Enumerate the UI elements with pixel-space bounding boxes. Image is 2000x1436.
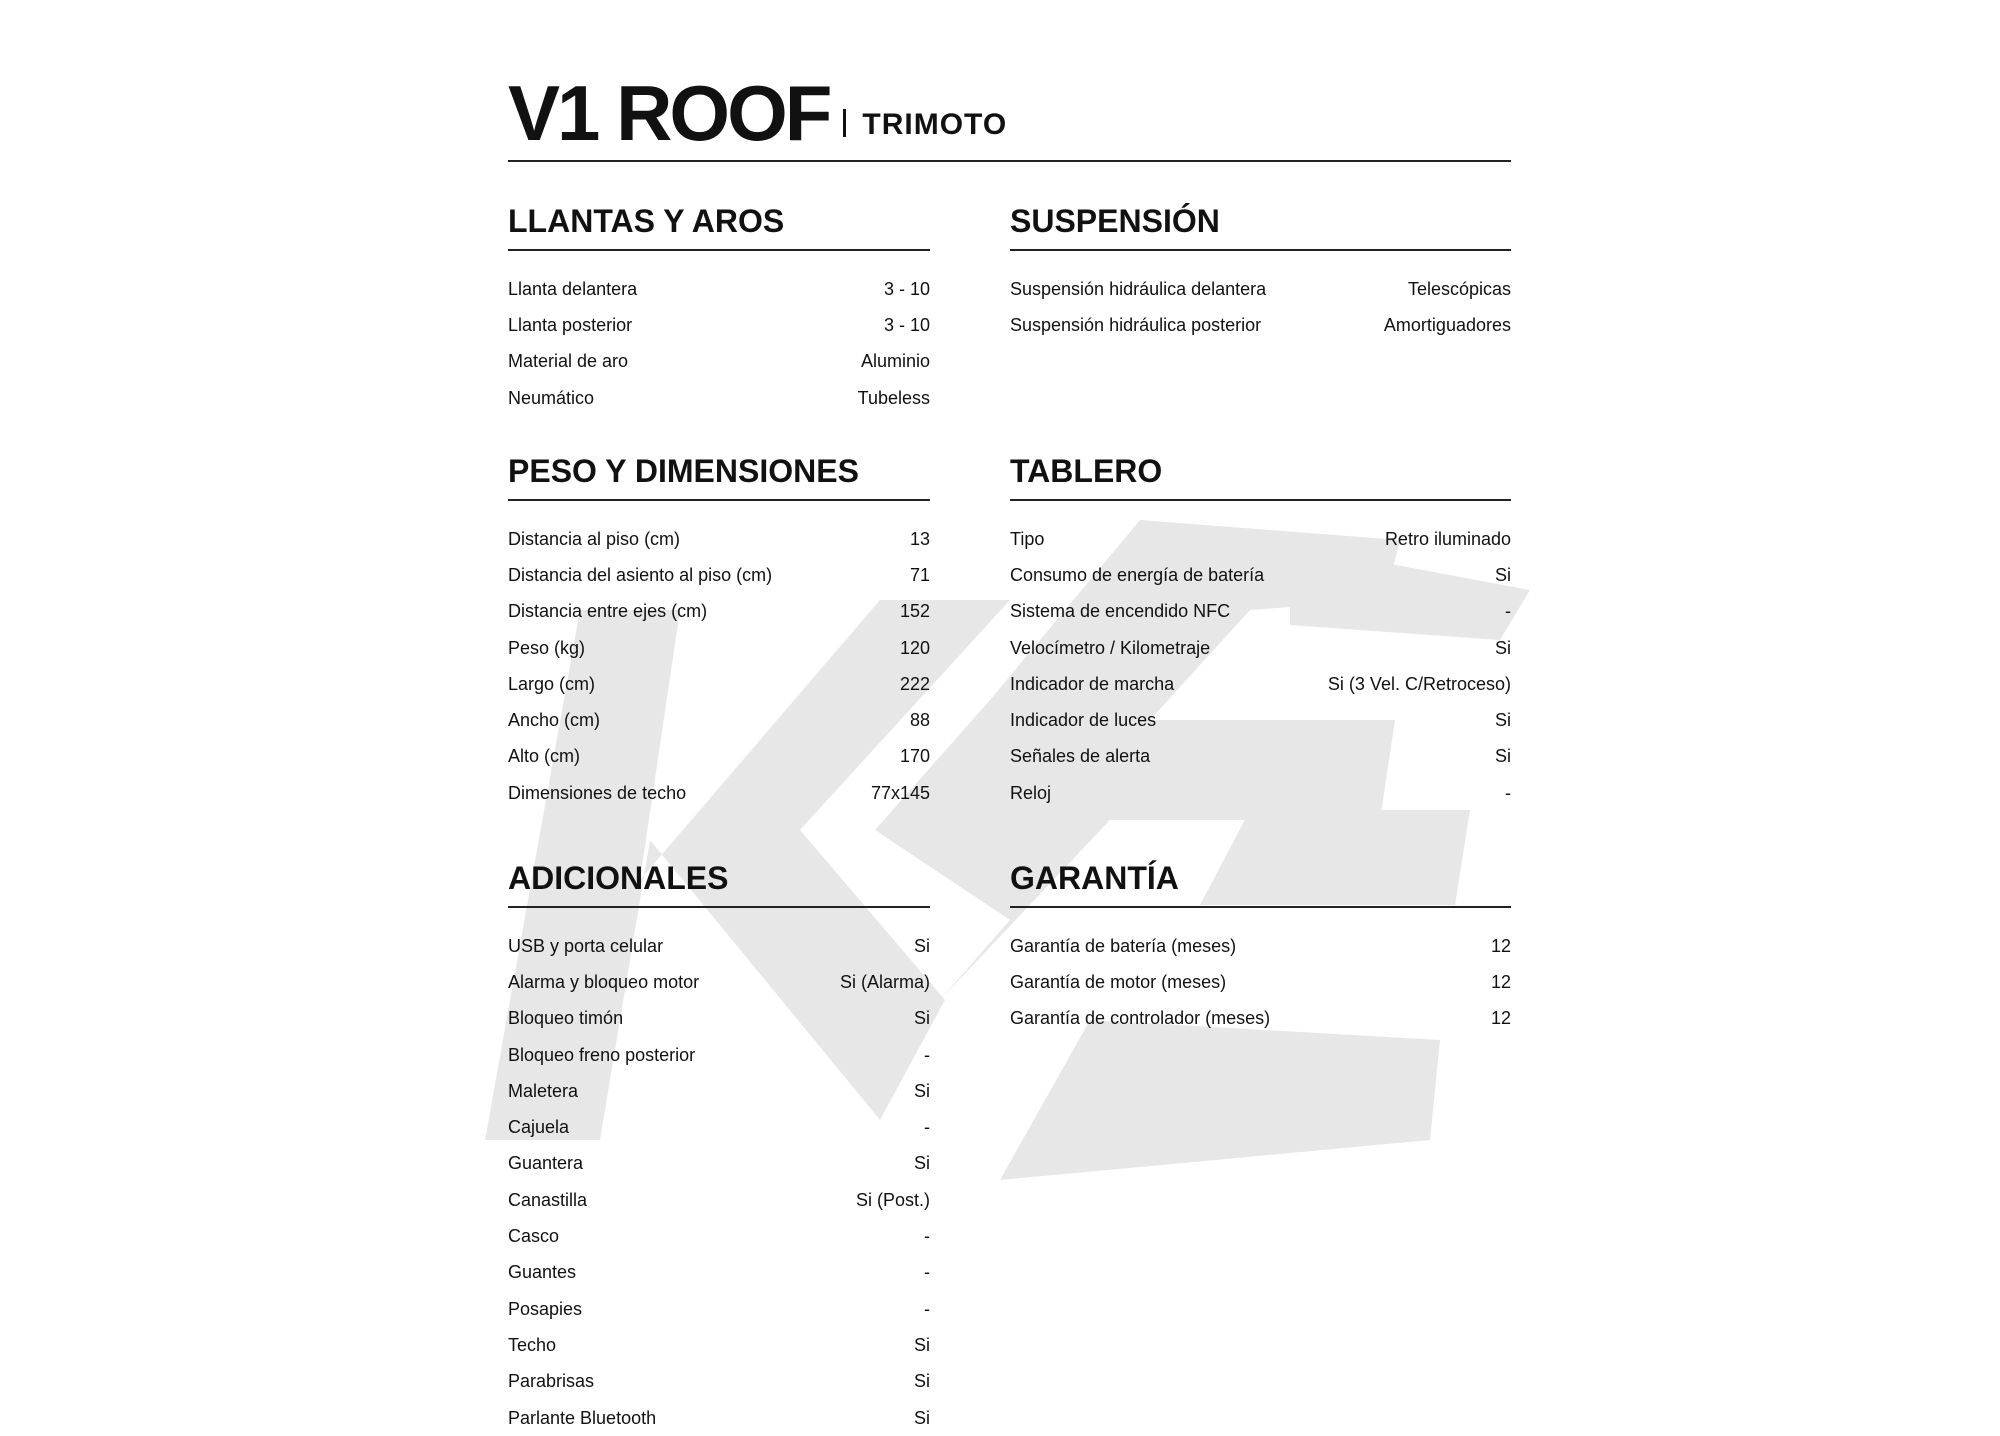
spec-row xyxy=(508,1400,930,1436)
spec-value: 12 xyxy=(1490,1008,1511,1029)
section-title-garantia: GARANTÍA xyxy=(1010,862,1511,908)
spec-label: Consumo de energía de batería xyxy=(1010,564,1265,585)
spec-label: Alarma y bloqueo motor xyxy=(508,971,700,992)
spec-label: Reloj xyxy=(1010,782,1052,803)
spec-value: Si xyxy=(913,1371,930,1392)
spec-value: Amortiguadores xyxy=(1383,314,1511,335)
spec-row xyxy=(508,557,930,593)
spec-label: Parabrisas xyxy=(508,1371,595,1392)
spec-row xyxy=(1010,775,1511,811)
spec-value: 3 - 10 xyxy=(883,278,930,299)
spec-row xyxy=(508,630,930,666)
spec-label: Peso (kg) xyxy=(508,637,586,658)
spec-value: 13 xyxy=(909,528,930,549)
spec-row xyxy=(508,739,930,775)
page-header xyxy=(508,70,1511,162)
spec-list-adicionales xyxy=(508,908,930,1436)
spec-row xyxy=(1010,964,1511,1000)
spec-row xyxy=(508,344,930,380)
spec-value: Si (Post.) xyxy=(855,1189,930,1210)
spec-row xyxy=(508,521,930,557)
spec-row xyxy=(1010,739,1511,775)
section-title-tablero: TABLERO xyxy=(1010,455,1511,501)
spec-label: Largo (cm) xyxy=(508,673,596,694)
section-peso xyxy=(508,455,930,811)
spec-label: Neumático xyxy=(508,387,595,408)
spec-value: 222 xyxy=(899,673,930,694)
spec-value: 152 xyxy=(899,601,930,622)
spec-value: Tubeless xyxy=(857,387,930,408)
spec-label: Ancho (cm) xyxy=(508,710,601,731)
spec-value: 71 xyxy=(909,564,930,585)
spec-row xyxy=(508,1291,930,1327)
spec-label: Cajuela xyxy=(508,1117,570,1138)
spec-label: Techo xyxy=(508,1334,557,1355)
spec-value: 77x145 xyxy=(870,782,930,803)
spec-row xyxy=(508,928,930,964)
spec-row xyxy=(1010,307,1511,343)
spec-label: Guantera xyxy=(508,1153,584,1174)
spec-row xyxy=(508,1182,930,1218)
spec-label: Indicador de luces xyxy=(1010,710,1157,731)
spec-value: - xyxy=(924,1298,930,1319)
spec-value: Si xyxy=(913,1008,930,1029)
spec-list-peso xyxy=(508,501,930,811)
spec-value: Si xyxy=(1494,710,1511,731)
spec-label: Posapies xyxy=(508,1298,583,1319)
spec-label: Suspensión hidráulica delantera xyxy=(1010,278,1267,299)
spec-value: Si xyxy=(1494,637,1511,658)
spec-value: 12 xyxy=(1490,935,1511,956)
spec-label: Alto (cm) xyxy=(508,746,580,767)
spec-label: Sistema de encendido NFC xyxy=(1010,601,1231,622)
spec-list-tablero xyxy=(1010,501,1511,811)
spec-value: Aluminio xyxy=(860,351,930,372)
spec-row xyxy=(508,380,930,416)
spec-row xyxy=(1010,1001,1511,1037)
spec-value: 12 xyxy=(1490,971,1511,992)
spec-value: - xyxy=(1505,782,1511,803)
spec-row xyxy=(508,775,930,811)
page-subtitle xyxy=(843,108,1007,142)
spec-value: Retro iluminado xyxy=(1384,528,1511,549)
spec-row xyxy=(508,307,930,343)
spec-label: Material de aro xyxy=(508,351,629,372)
spec-list-garantia xyxy=(1010,908,1511,1037)
section-title-llantas: LLANTAS Y AROS xyxy=(508,205,930,251)
spec-label: USB y porta celular xyxy=(508,935,664,956)
spec-row xyxy=(508,1255,930,1291)
section-garantia xyxy=(1010,862,1511,1037)
spec-value: Si xyxy=(1494,746,1511,767)
spec-label: Guantes xyxy=(508,1262,577,1283)
section-title-adicionales: ADICIONALES xyxy=(508,862,930,908)
page-subtitle-text: TRIMOTO xyxy=(862,108,1008,141)
spec-label: Garantía de controlador (meses) xyxy=(1010,1008,1271,1029)
title-separator xyxy=(843,109,846,137)
spec-row xyxy=(1010,702,1511,738)
spec-row xyxy=(508,964,930,1000)
spec-row xyxy=(508,666,930,702)
spec-row xyxy=(508,1037,930,1073)
spec-value: Si xyxy=(913,1080,930,1101)
spec-label: Bloqueo freno posterior xyxy=(508,1044,696,1065)
spec-label: Llanta delantera xyxy=(508,278,638,299)
spec-value: 3 - 10 xyxy=(883,314,930,335)
spec-value: - xyxy=(924,1226,930,1247)
spec-row xyxy=(1010,594,1511,630)
spec-row xyxy=(1010,557,1511,593)
spec-row xyxy=(508,1146,930,1182)
spec-value: Si xyxy=(913,1153,930,1174)
spec-row xyxy=(508,1364,930,1400)
spec-value: Telescópicas xyxy=(1407,278,1511,299)
spec-value: Si xyxy=(913,935,930,956)
spec-value: Si xyxy=(913,1407,930,1428)
spec-label: Maletera xyxy=(508,1080,579,1101)
spec-list-llantas xyxy=(508,251,930,416)
spec-label: Distancia del asiento al piso (cm) xyxy=(508,564,773,585)
spec-row xyxy=(1010,928,1511,964)
spec-label: Garantía de batería (meses) xyxy=(1010,935,1237,956)
spec-value: 120 xyxy=(899,637,930,658)
spec-row xyxy=(508,594,930,630)
spec-label: Casco xyxy=(508,1226,560,1247)
spec-row xyxy=(508,1073,930,1109)
spec-label: Canastilla xyxy=(508,1189,588,1210)
section-title-suspension: SUSPENSIÓN xyxy=(1010,205,1511,251)
section-title-peso: PESO Y DIMENSIONES xyxy=(508,455,930,501)
spec-row xyxy=(1010,630,1511,666)
spec-label: Indicador de marcha xyxy=(1010,673,1175,694)
spec-value: - xyxy=(924,1044,930,1065)
spec-row xyxy=(1010,666,1511,702)
spec-label: Tipo xyxy=(1010,528,1045,549)
spec-label: Bloqueo timón xyxy=(508,1008,624,1029)
spec-value: - xyxy=(924,1262,930,1283)
spec-label: Distancia entre ejes (cm) xyxy=(508,601,708,622)
spec-label: Suspensión hidráulica posterior xyxy=(1010,314,1262,335)
spec-label: Parlante Bluetooth xyxy=(508,1407,657,1428)
spec-row xyxy=(508,702,930,738)
spec-value: 170 xyxy=(899,746,930,767)
spec-row xyxy=(1010,271,1511,307)
spec-row xyxy=(508,1109,930,1145)
spec-value: - xyxy=(1505,601,1511,622)
spec-label: Llanta posterior xyxy=(508,314,633,335)
spec-label: Velocímetro / Kilometraje xyxy=(1010,637,1211,658)
section-adicionales xyxy=(508,862,930,1436)
section-llantas xyxy=(508,205,930,416)
spec-label: Señales de alerta xyxy=(1010,746,1151,767)
page-title: V1 ROOF xyxy=(508,69,830,157)
spec-row xyxy=(508,1218,930,1254)
spec-label: Dimensiones de techo xyxy=(508,782,687,803)
spec-label: Distancia al piso (cm) xyxy=(508,528,681,549)
spec-row xyxy=(1010,521,1511,557)
section-tablero xyxy=(1010,455,1511,811)
spec-list-suspension xyxy=(1010,251,1511,344)
spec-value: Si (3 Vel. C/Retroceso) xyxy=(1327,673,1511,694)
spec-row xyxy=(508,1001,930,1037)
spec-value: Si xyxy=(1494,564,1511,585)
spec-value: 88 xyxy=(909,710,930,731)
section-suspension xyxy=(1010,205,1511,344)
spec-value: Si xyxy=(913,1334,930,1355)
spec-label: Garantía de motor (meses) xyxy=(1010,971,1227,992)
spec-value: - xyxy=(924,1117,930,1138)
spec-value: Si (Alarma) xyxy=(839,971,930,992)
spec-row xyxy=(508,271,930,307)
spec-row xyxy=(508,1327,930,1363)
